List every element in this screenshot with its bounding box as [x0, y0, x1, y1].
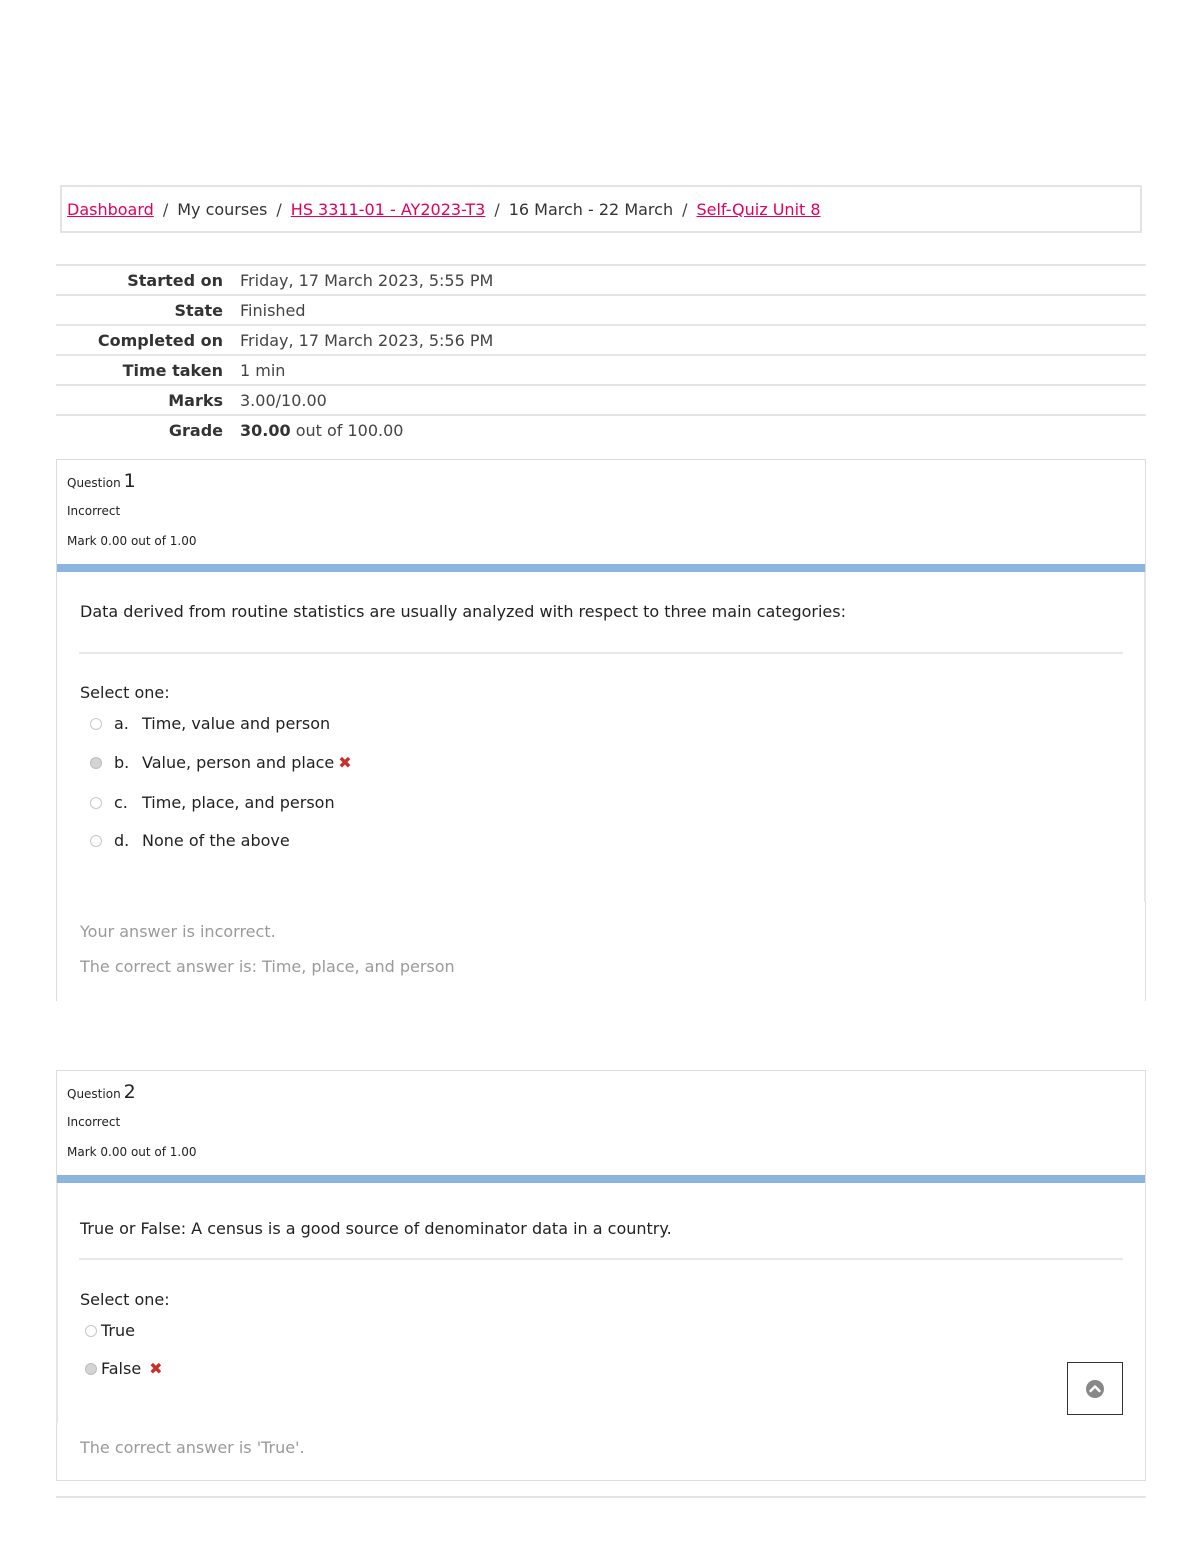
question-content — [57, 1183, 1145, 1480]
question-info — [57, 460, 1145, 564]
breadcrumb-separator: / — [682, 199, 688, 219]
answer-option-a[interactable] — [90, 714, 330, 733]
answer-option-c[interactable] — [90, 793, 335, 812]
content-border — [56, 1183, 58, 1423]
question-divider — [79, 1258, 1123, 1260]
summary-value: 1 min — [240, 355, 1146, 385]
question-state: Incorrect — [67, 504, 121, 518]
summary-value — [240, 415, 1146, 444]
summary-row-state — [56, 295, 1146, 325]
question-1 — [56, 459, 1146, 1001]
question-grade: Mark 0.00 out of 1.00 — [67, 534, 197, 548]
question-header-bar — [57, 1175, 1145, 1183]
answer-option-d[interactable] — [90, 831, 290, 850]
summary-row-marks — [56, 385, 1146, 415]
grade-value: 30.00 — [240, 420, 291, 440]
question-number: Question 1 — [67, 470, 136, 492]
content-border — [1144, 572, 1146, 902]
summary-row-grade — [56, 415, 1146, 444]
summary-row-started — [56, 265, 1146, 295]
radio-button[interactable] — [85, 1325, 97, 1337]
breadcrumb-my-courses: My courses — [177, 199, 268, 219]
option-text: None of the above — [142, 831, 290, 850]
scroll-to-top-button[interactable] — [1067, 1362, 1123, 1415]
summary-value: Friday, 17 March 2023, 5:56 PM — [240, 325, 1146, 355]
option-text: Value, person and place — [142, 753, 335, 772]
question-content — [57, 572, 1145, 1000]
question-number: Question 2 — [67, 1081, 136, 1103]
feedback-correct-answer: The correct answer is: Time, place, and person — [80, 957, 455, 976]
radio-button[interactable] — [90, 797, 102, 809]
radio-button-checked[interactable] — [90, 757, 102, 769]
question-text: True or False: A census is a good source of denominator data in a country. — [80, 1219, 672, 1238]
select-one-prompt: Select one: — [80, 683, 170, 702]
option-letter: d. — [114, 831, 130, 850]
option-text: True — [101, 1321, 135, 1340]
feedback-general: Your answer is incorrect. — [80, 922, 276, 941]
summary-value: 3.00/10.00 — [240, 385, 1146, 415]
answer-option-false[interactable] — [85, 1359, 163, 1378]
question-2 — [56, 1070, 1146, 1481]
option-letter: b. — [114, 753, 130, 772]
select-one-prompt: Select one: — [80, 1290, 170, 1309]
breadcrumb-course-link[interactable]: HS 3311-01 - AY2023-T3 — [290, 199, 486, 219]
summary-row-completed — [56, 325, 1146, 355]
summary-label: Time taken — [56, 355, 240, 385]
summary-label: Completed on — [56, 325, 240, 355]
summary-row-time-taken — [56, 355, 1146, 385]
question-text: Data derived from routine statistics are usually analyzed with respect to three main categories: — [80, 602, 846, 621]
radio-button-checked[interactable] — [85, 1363, 97, 1375]
summary-label: Grade — [56, 415, 240, 444]
breadcrumb-separator: / — [162, 199, 169, 219]
breadcrumb-separator: / — [494, 199, 500, 219]
grade-out-of: out of 100.00 — [290, 420, 404, 440]
option-letter: c. — [114, 793, 128, 812]
radio-button[interactable] — [90, 835, 102, 847]
breadcrumb — [60, 185, 1142, 233]
question-info — [57, 1071, 1145, 1175]
option-letter: a. — [114, 714, 129, 733]
breadcrumb-dashboard-link[interactable]: Dashboard — [67, 199, 154, 219]
breadcrumb-quiz-link[interactable]: Self-Quiz Unit 8 — [696, 199, 821, 219]
option-text: Time, value and person — [142, 714, 331, 733]
summary-label: Started on — [56, 265, 240, 295]
answer-option-b[interactable] — [90, 753, 352, 772]
breadcrumb-week: 16 March - 22 March — [508, 199, 674, 219]
feedback-correct-answer: The correct answer is 'True'. — [80, 1438, 305, 1457]
question-divider — [79, 652, 1123, 654]
quiz-summary-table — [56, 264, 1146, 444]
summary-value: Friday, 17 March 2023, 5:55 PM — [240, 265, 1146, 295]
summary-label: Marks — [56, 385, 240, 415]
question-grade: Mark 0.00 out of 1.00 — [67, 1145, 197, 1159]
summary-value: Finished — [240, 295, 1146, 325]
breadcrumb-separator: / — [276, 199, 282, 219]
question-header-bar — [57, 564, 1145, 572]
chevron-up-circle-icon — [1085, 1379, 1105, 1399]
question-state: Incorrect — [67, 1115, 121, 1129]
summary-label: State — [56, 295, 240, 325]
radio-button[interactable] — [90, 718, 102, 730]
option-text: False — [101, 1359, 142, 1378]
x-mark-icon: ✖ — [149, 1359, 163, 1378]
option-text: Time, place, and person — [142, 793, 335, 812]
x-mark-icon: ✖ — [338, 753, 352, 772]
answer-option-true[interactable] — [85, 1321, 135, 1340]
page-bottom-divider — [56, 1496, 1146, 1498]
